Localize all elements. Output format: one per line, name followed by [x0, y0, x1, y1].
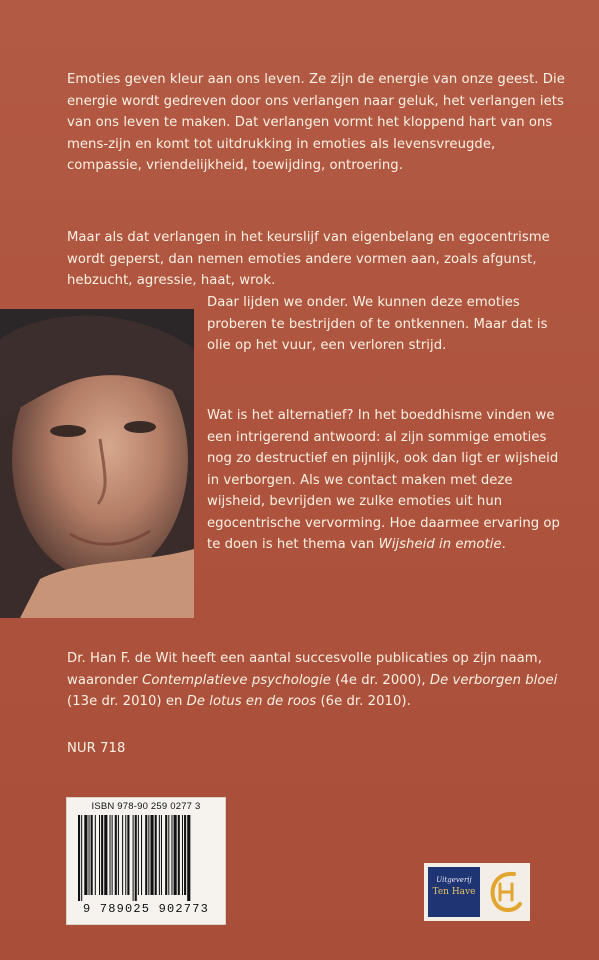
barcode-bar	[91, 815, 93, 895]
author-paragraph	[67, 648, 567, 713]
author-text-a: Dr. Han F. de Wit heeft een aantal succesvolle publicaties op zijn naam, waaronder	[67, 651, 542, 688]
barcode-bar	[125, 815, 126, 895]
barcode-bar	[99, 815, 100, 895]
publication-title-2: De verborgen bloei	[429, 672, 558, 688]
barcode-bar	[165, 815, 167, 895]
barcode-bars	[77, 815, 215, 901]
second-paragraph: Maar als dat verlangen in het keurslijf van eigenbelang en egocentrisme wordt geperst, dan nemen emoties andere vormen aan, zoals afgunst, hebzucht, agressie, haat, wrok.	[67, 230, 550, 288]
barcode-bar	[150, 815, 153, 895]
third-paragraph-end: .	[501, 537, 506, 552]
barcode-bar	[141, 815, 142, 895]
publisher-name: Ten Have	[432, 887, 476, 897]
author-text-b: (4e dr. 2000),	[335, 672, 426, 688]
nur-code: NUR 718	[67, 741, 126, 756]
author-text-d: (6e dr. 2010).	[320, 694, 411, 709]
barcode-bar	[138, 815, 139, 895]
author-text-c: (13e dr. 2010) en	[67, 694, 183, 709]
barcode-bar	[118, 815, 119, 895]
third-paragraph-text: Wat is het alternatief? In het boeddhisme vinden we een intrigerend antwoord: al zijn sommige emoties nog zo destructief en pijnlijk, ook dan ligt er wijsheid in verborgen. Als we contact maken met deze wijsheid, bevrijden we zulke emoties uit hun egocentrische vervorming. Hoe daarmee ervaring op te doen is het thema van	[207, 408, 560, 552]
barcode-bar	[101, 815, 103, 895]
publisher-label: Uitgeverij	[436, 876, 472, 884]
barcode-bar	[148, 815, 149, 895]
barcode-bar	[110, 815, 111, 895]
intro-paragraph: Emoties geven kleur aan ons leven. Ze zijn de energie van onze geest. Die energie wordt gedreven door ons verlangen naar geluk, het verlangen iets van ons leven te maken. Dat verlangen vormt het kloppend hart van ons mens-zijn en komt tot uitdrukking in emoties als levensvreugde, compassie, vriendelijkheid, toewijding, ontroering.	[67, 72, 565, 173]
barcode-bar	[112, 815, 113, 895]
barcode-bar	[78, 815, 80, 901]
barcode-bar	[155, 815, 157, 895]
barcode-bar	[89, 815, 90, 895]
barcode-bar	[122, 815, 123, 895]
barcode-bar	[174, 815, 177, 895]
barcode-bar	[184, 815, 186, 895]
barcode-bar	[133, 815, 134, 901]
second-paragraph-continued: Daar lijden we onder. We kunnen deze emoties proberen te bestrijden of te ontkennen. Maar dat is olie op het vuur, een verloren strijd.	[207, 295, 548, 353]
barcode-bar	[127, 815, 129, 895]
barcode-bar	[161, 815, 162, 895]
third-paragraph	[207, 405, 567, 556]
barcode-bar	[115, 815, 117, 895]
publication-title-3: De lotus en de roos	[186, 694, 317, 709]
isbn-label: ISBN 978-90 259 0277 3	[91, 801, 201, 812]
barcode-bar	[178, 815, 180, 895]
barcode-bar	[159, 815, 160, 895]
barcode-bar	[171, 815, 172, 895]
barcode-bar	[168, 815, 169, 895]
publisher-mark-icon	[484, 868, 526, 916]
barcode-bar	[135, 815, 137, 901]
barcode-bar	[145, 815, 147, 895]
isbn-barcode	[66, 797, 226, 925]
author-photo	[0, 309, 194, 618]
publisher-logo	[424, 863, 530, 921]
barcode-bar	[81, 815, 82, 901]
publisher-logo-box	[428, 867, 480, 917]
barcode-bar	[95, 815, 96, 895]
isbn-digits: 9 789025 902773	[82, 902, 210, 916]
barcode-bar	[104, 815, 107, 895]
barcode-bar	[84, 815, 87, 895]
barcode-bar	[182, 815, 183, 895]
publication-title-1: Contemplatieve psychologie	[142, 672, 331, 688]
barcode-bar	[187, 815, 190, 901]
book-title: Wijsheid in emotie	[378, 537, 502, 552]
